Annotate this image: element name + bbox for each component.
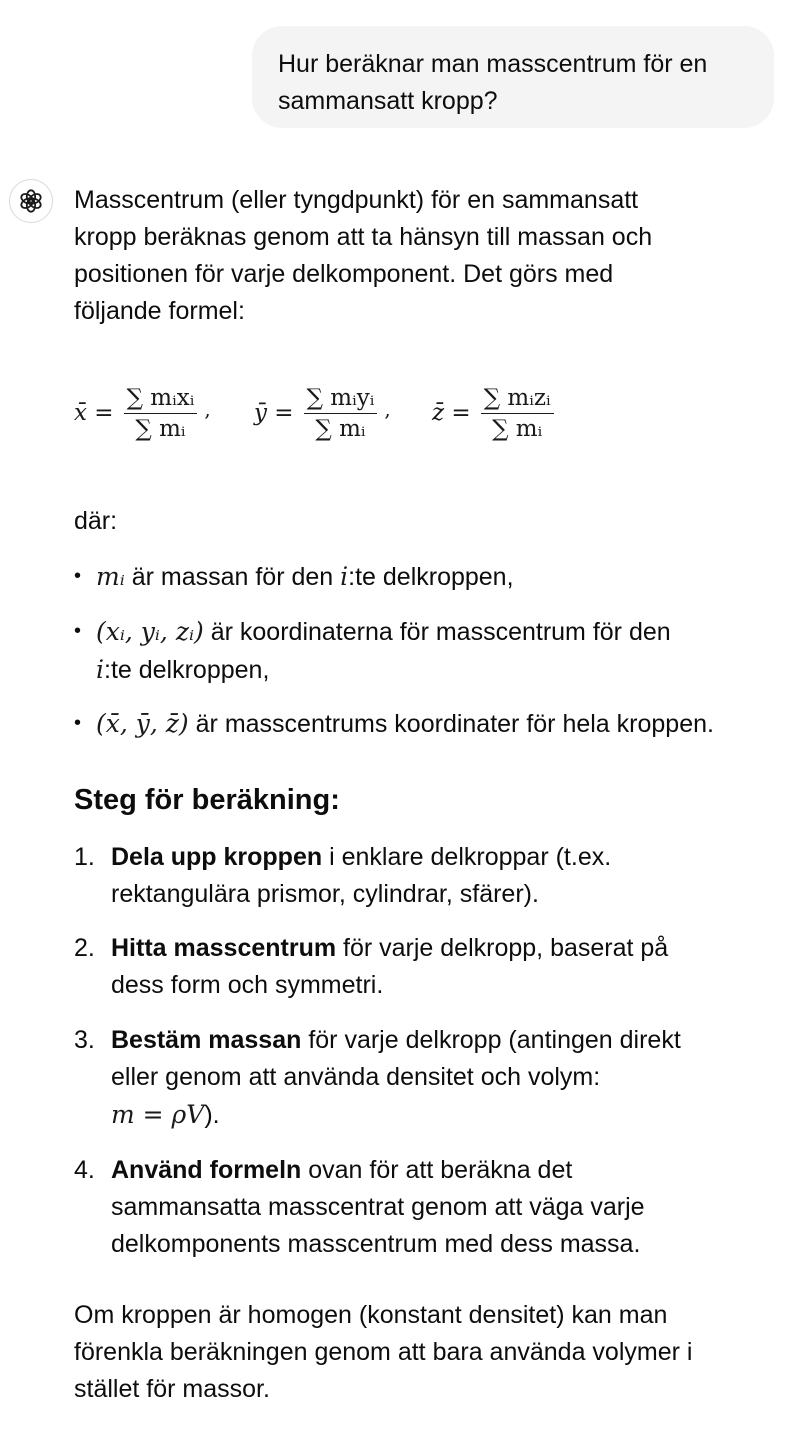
openai-logo-icon [17, 187, 45, 215]
intro-line: positionen för varje delkomponent. Det görs med [74, 260, 614, 288]
formula-z-denominator: ∑ mᵢ [492, 415, 543, 442]
list-item [74, 705, 784, 743]
step-bold-text: Hitta masscentrum [111, 934, 337, 962]
user-message-line: Hur beräknar man masscentrum för en [278, 50, 708, 78]
step-text: i enklare delkroppar (t.ex. [322, 843, 612, 871]
intro-line: följande formel: [74, 297, 245, 325]
user-message-bubble [252, 26, 774, 128]
formula-x [74, 368, 211, 458]
assistant-avatar [9, 179, 53, 223]
step-text: delkomponents masscentrum med dess massa. [111, 1230, 641, 1258]
step-text: ). [204, 1101, 220, 1129]
math-inline: (xᵢ, yᵢ, zᵢ) [96, 617, 204, 646]
list-item [74, 558, 784, 596]
step-item [74, 1152, 754, 1263]
formula-z-numerator: ∑ mᵢzᵢ [481, 383, 554, 414]
step-text: för varje delkropp (antingen direkt [301, 1026, 681, 1054]
bullet-dot: • [74, 565, 82, 587]
math-inline: m = ρV [111, 1100, 205, 1129]
intro-line: Masscentrum (eller tyngdpunkt) för en sammansatt [74, 186, 639, 214]
step-number: 2. [74, 934, 95, 962]
step-text: eller genom att använda densitet och volym: [111, 1063, 601, 1091]
step-number: 4. [74, 1156, 95, 1184]
step-number: 3. [74, 1026, 95, 1054]
where-label: där: [74, 507, 118, 535]
user-message-line: sammansatt kropp? [278, 87, 498, 115]
formula-separator: , [384, 397, 391, 421]
formula-y-numerator: ∑ mᵢyᵢ [304, 383, 378, 414]
step-bold-text: Använd formeln [111, 1156, 302, 1184]
step-text: för varje delkropp, baserat på [336, 934, 669, 962]
math-inline: i [96, 655, 104, 684]
step-text: dess form och symmetri. [111, 971, 384, 999]
math-inline: mᵢ [96, 562, 125, 591]
formula-separator: , [204, 397, 211, 421]
bullet-dot: • [74, 712, 82, 734]
formula-x-denominator: ∑ mᵢ [135, 415, 186, 442]
formula-y [254, 368, 391, 458]
formula-x-lhs: x̄ = [74, 399, 114, 426]
definition-text: :te delkroppen, [348, 563, 514, 591]
step-number: 1. [74, 843, 95, 871]
conclusion-paragraph [74, 1297, 774, 1408]
step-item [74, 1022, 754, 1134]
step-item [74, 930, 754, 1004]
formula-y-lhs: ȳ = [254, 399, 294, 426]
conclusion-line: stället för massor. [74, 1375, 270, 1403]
formula-z [432, 368, 558, 458]
list-item [74, 613, 784, 689]
conclusion-line: förenkla beräkningen genom att bara använda volymer i [74, 1338, 693, 1366]
step-item [74, 839, 754, 913]
formula-z-lhs: z̄ = [432, 399, 471, 426]
definition-text: är massan för den [124, 563, 341, 591]
conclusion-line: Om kroppen är homogen (konstant densitet) kan man [74, 1301, 668, 1329]
formula-x-numerator: ∑ mᵢxᵢ [124, 383, 198, 414]
math-inline: i [340, 562, 349, 591]
definition-text: är masscentrums koordinater för hela kroppen. [188, 710, 714, 738]
step-text: sammansatta masscentrat genom att väga varje [111, 1193, 645, 1221]
definition-text: :te delkroppen, [104, 656, 270, 684]
intro-paragraph [74, 182, 774, 330]
math-inline: (x̄, ȳ, z̄) [96, 709, 189, 738]
step-bold-text: Bestäm massan [111, 1026, 302, 1054]
step-bold-text: Dela upp kroppen [111, 843, 323, 871]
center-of-mass-formula [74, 368, 674, 458]
step-text: rektangulära prismor, cylindrar, sfärer). [111, 880, 539, 908]
step-text: ovan för att beräkna det [301, 1156, 573, 1184]
definition-text: är koordinaterna för masscentrum för den [203, 618, 671, 646]
steps-heading: Steg för beräkning: [74, 784, 340, 816]
intro-line: kropp beräknas genom att ta hänsyn till massan och [74, 223, 653, 251]
formula-y-denominator: ∑ mᵢ [315, 415, 366, 442]
bullet-dot: • [74, 620, 82, 642]
